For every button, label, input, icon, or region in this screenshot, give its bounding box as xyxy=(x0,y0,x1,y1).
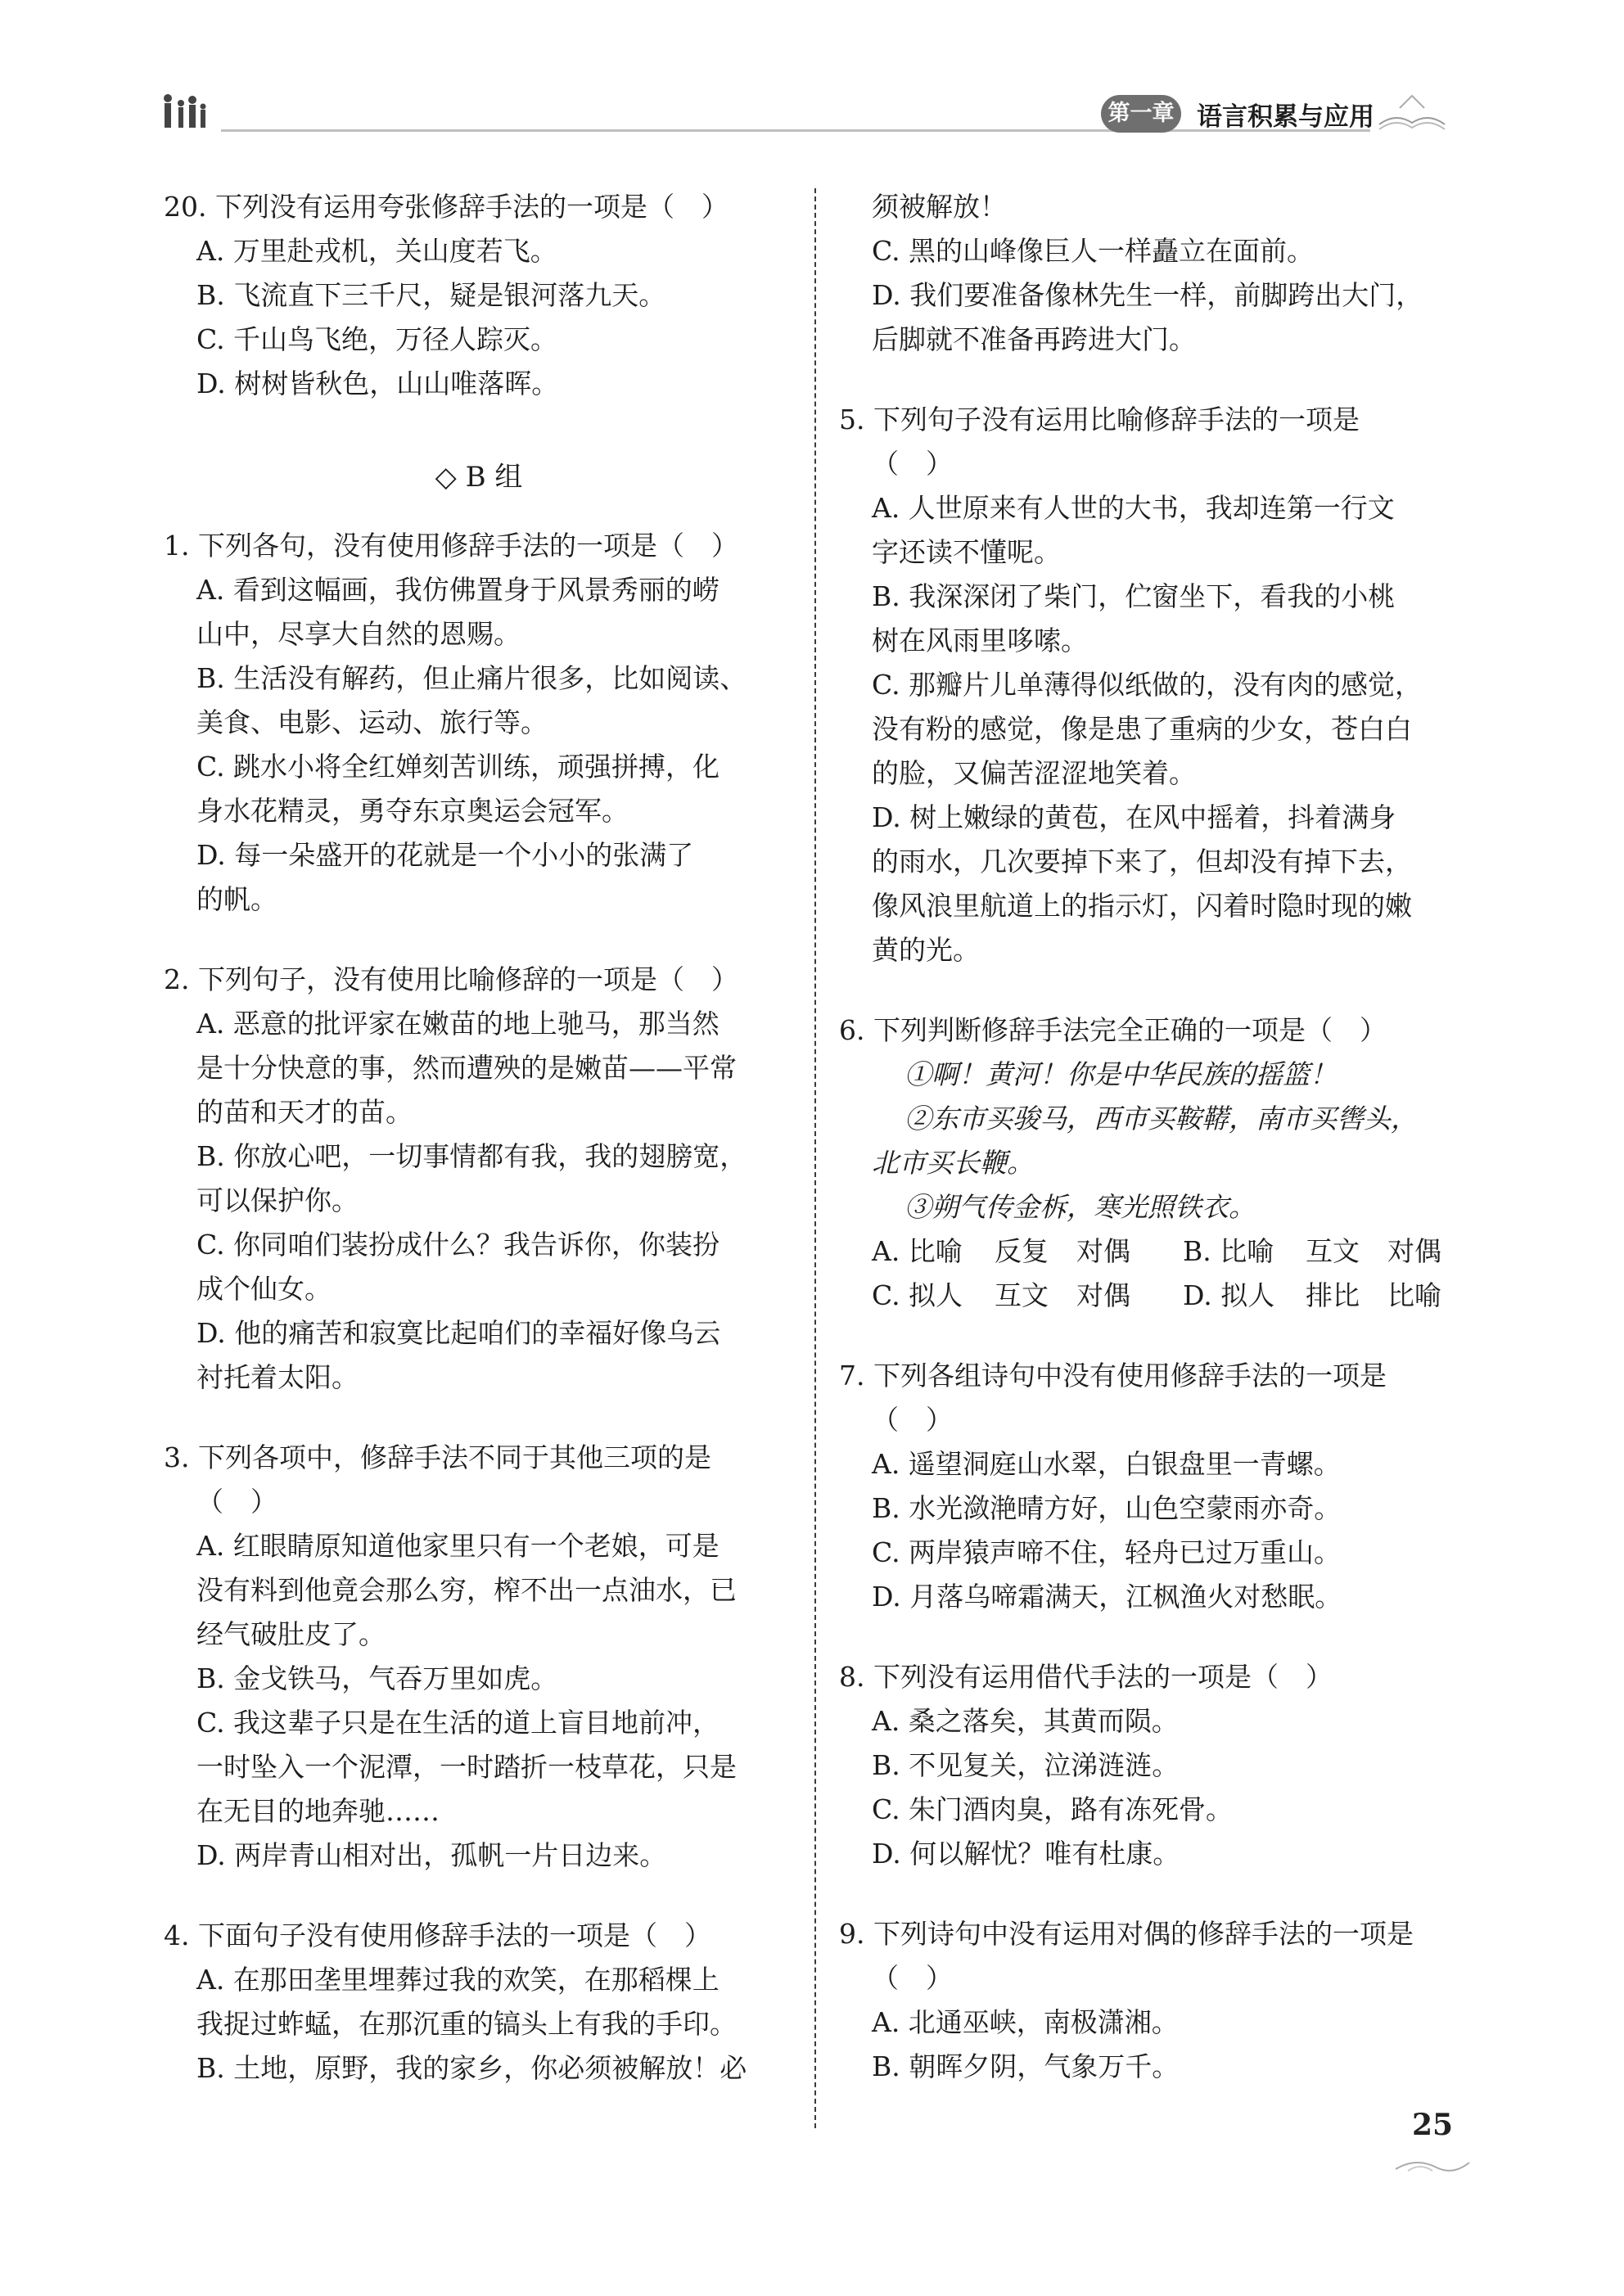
option-b: B. 朝晖夕阴，气象万千。 xyxy=(872,2050,1180,2082)
page-header xyxy=(0,0,1624,164)
option-a-1: A. 比喻 xyxy=(872,1235,963,1267)
option-line: D. 树上嫩绿的黄苞，在风中摇着，抖着满身 xyxy=(872,801,1396,833)
option-line: C. 跳水小将全红婵刻苦训练，顽强拼搏，化 xyxy=(196,751,720,783)
option-b-1: B. 比喻 xyxy=(1183,1235,1274,1267)
option-line: 树在风雨里哆嗦。 xyxy=(872,625,1088,656)
option-line: B. 土地，原野，我的家乡，你必须被解放！必 xyxy=(196,2052,747,2084)
question-b9 xyxy=(839,1912,1473,2089)
option-line: 字还读不懂呢。 xyxy=(872,536,1061,568)
right-column xyxy=(839,185,1473,2125)
option-line: 衬托着太阳。 xyxy=(196,1361,359,1393)
option-line: 像风浪里航道上的指示灯，闪着时隐时现的嫩 xyxy=(872,890,1412,922)
option-a: A. 万里赴戎机，关山度若飞。 xyxy=(196,235,557,267)
option-c: C. 千山鸟飞绝，万径人踪灭。 xyxy=(196,323,558,355)
option-c-3: 对偶 xyxy=(1076,1279,1130,1311)
question-b7 xyxy=(839,1354,1473,1619)
option-row-cd xyxy=(839,1274,1473,1318)
option-line: D. 每一朵盛开的花就是一个小小的张满了 xyxy=(196,839,694,871)
question-stem: 6. 下列判断修辞手法完全正确的一项是（ ） xyxy=(839,1014,1387,1046)
option-line: C. 那瓣片儿单薄得似纸做的，没有肉的感觉， xyxy=(872,669,1423,701)
option-line: A. 看到这幅画，我仿佛置身于风景秀丽的崂 xyxy=(196,574,720,606)
question-b4-continued xyxy=(839,185,1473,362)
sentence-2: ②东市买骏马，西市买鞍鞯，南市买辔头， xyxy=(904,1103,1418,1134)
option-c: C. 两岸猿声啼不住，轻舟已过万重山。 xyxy=(872,1536,1342,1568)
option-line: 山中，尽享大自然的恩赐。 xyxy=(196,618,521,650)
option-b-2: 互文 xyxy=(1306,1235,1360,1267)
question-stem: 7. 下列各组诗句中没有使用修辞手法的一项是 xyxy=(839,1360,1387,1392)
option-d-2: 排比 xyxy=(1306,1279,1360,1311)
question-stem: 1. 下列各句，没有使用修辞手法的一项是（ ） xyxy=(164,530,738,562)
option-line: 的脸，又偏苦涩涩地笑着。 xyxy=(872,757,1196,789)
option-b: B. 水光潋滟晴方好，山色空蒙雨亦奇。 xyxy=(872,1492,1342,1524)
question-20 xyxy=(164,185,794,406)
option-a: A. 北通巫峡，南极潇湘。 xyxy=(872,2006,1179,2038)
option-line: 美食、电影、运动、旅行等。 xyxy=(196,706,548,738)
option-line: D. 他的痛苦和寂寞比起咱们的幸福好像乌云 xyxy=(196,1317,721,1349)
left-column xyxy=(164,185,794,2127)
question-stem: 5. 下列句子没有运用比喻修辞手法的一项是 xyxy=(839,404,1360,435)
family-silhouette-icon xyxy=(160,92,209,133)
option-line: 经气破肚皮了。 xyxy=(196,1618,386,1650)
question-stem: 8. 下列没有运用借代手法的一项是（ ） xyxy=(839,1661,1333,1693)
option-line: 的雨水，几次要掉下来了，但却没有掉下去， xyxy=(872,846,1412,877)
option-d-1: D. 拟人 xyxy=(1183,1279,1275,1311)
option-line: 须被解放！ xyxy=(872,191,1007,223)
option-line: D. 我们要准备像林先生一样，前脚跨出大门， xyxy=(872,279,1423,311)
answer-paren: （ ） xyxy=(196,1486,277,1518)
answer-paren: （ ） xyxy=(872,1962,953,1994)
question-stem: 3. 下列各项中，修辞手法不同于其他三项的是 xyxy=(164,1441,711,1473)
option-line: 是十分快意的事，然而遭殃的是嫩苗——平常 xyxy=(196,1052,737,1084)
option-c: C. 朱门酒肉臭，路有冻死骨。 xyxy=(872,1793,1234,1825)
option-line: 的帆。 xyxy=(196,883,277,915)
option-line: B. 生活没有解药，但止痛片很多，比如阅读、 xyxy=(196,662,747,694)
option-line: 在无目的地奔驰…… xyxy=(196,1795,440,1827)
option-row-ab xyxy=(839,1229,1473,1274)
option-a-2: 反复 xyxy=(995,1235,1049,1267)
open-book-icon xyxy=(1375,92,1449,133)
option-d: D. 树树皆秋色，山山唯落晖。 xyxy=(196,368,559,399)
option-line: 的苗和天才的苗。 xyxy=(196,1096,413,1128)
option-c-1: C. 拟人 xyxy=(872,1279,963,1311)
option-line: C. 我这辈子只是在生活的道上盲目地前冲， xyxy=(196,1707,720,1739)
option-c-2: 互文 xyxy=(995,1279,1049,1311)
option-line: 身水花精灵，勇夺东京奥运会冠军。 xyxy=(196,795,629,827)
question-stem: 4. 下面句子没有使用修辞手法的一项是（ ） xyxy=(164,1919,711,1951)
option-line: 后脚就不准备再跨进大门。 xyxy=(872,323,1196,355)
page-number: 25 xyxy=(1412,2108,1454,2142)
question-stem: 20. 下列没有运用夸张修辞手法的一项是（ ） xyxy=(164,191,729,223)
question-stem: 2. 下列句子，没有使用比喻修辞的一项是（ ） xyxy=(164,963,738,995)
option-line: A. 恶意的批评家在嫩苗的地上驰马，那当然 xyxy=(196,1008,720,1040)
option-b-3: 对偶 xyxy=(1387,1235,1441,1267)
question-stem: 9. 下列诗句中没有运用对偶的修辞手法的一项是 xyxy=(839,1918,1414,1950)
option-line: 一时坠入一个泥潭，一时踏折一枝草花，只是 xyxy=(196,1751,737,1783)
chapter-title: 语言积累与应用 xyxy=(1197,102,1374,132)
option-a: A. 桑之落矣，其黄而陨。 xyxy=(872,1705,1179,1737)
answer-paren: （ ） xyxy=(872,1404,953,1436)
option-d: D. 何以解忧？唯有杜康。 xyxy=(872,1838,1180,1870)
question-b8 xyxy=(839,1655,1473,1876)
question-b6 xyxy=(839,1008,1473,1318)
option-line: 黄的光。 xyxy=(872,934,980,966)
sentence-3: ③朔气传金柝，寒光照铁衣。 xyxy=(904,1191,1256,1223)
question-b5 xyxy=(839,398,1473,972)
option-d: D. 月落乌啼霜满天，江枫渔火对愁眠。 xyxy=(872,1581,1342,1613)
option-line: A. 在那田垄里埋葬过我的欢笑，在那稻棵上 xyxy=(196,1964,720,1996)
group-b-title: ◇ B 组 xyxy=(435,461,523,494)
question-b1 xyxy=(164,524,794,922)
option-d-3: 比喻 xyxy=(1387,1279,1441,1311)
option-a: A. 遥望洞庭山水翠，白银盘里一青螺。 xyxy=(872,1448,1341,1480)
option-line: 成个仙女。 xyxy=(196,1273,332,1305)
question-b3 xyxy=(164,1436,794,1878)
question-b2 xyxy=(164,958,794,1400)
sentence-2-cont: 北市买长鞭。 xyxy=(872,1147,1034,1179)
option-line: C. 黑的山峰像巨人一样矗立在面前。 xyxy=(872,235,1315,267)
option-b: B. 不见复关，泣涕涟涟。 xyxy=(872,1749,1180,1781)
answer-paren: （ ） xyxy=(872,448,953,480)
option-line: 没有料到他竟会那么穷，榨不出一点油水，已 xyxy=(196,1574,737,1606)
sentence-1: ①啊！黄河！你是中华民族的摇篮！ xyxy=(904,1058,1337,1090)
option-line: A. 人世原来有人世的大书，我却连第一行文 xyxy=(872,492,1395,524)
option-line: D. 两岸青山相对出，孤帆一片日边来。 xyxy=(196,1839,667,1871)
question-b4 xyxy=(164,1914,794,2091)
leaf-ornament-icon xyxy=(1392,2153,1473,2177)
option-line: B. 我深深闭了柴门，伫窗坐下，看我的小桃 xyxy=(872,580,1396,612)
chapter-badge: 第一章 xyxy=(1101,95,1181,133)
option-a-3: 对偶 xyxy=(1076,1235,1130,1267)
column-divider xyxy=(814,188,816,2128)
option-line: A. 红眼睛原知道他家里只有一个老娘，可是 xyxy=(196,1530,720,1562)
option-line: 可以保护你。 xyxy=(196,1184,359,1216)
option-line: B. 你放心吧，一切事情都有我，我的翅膀宽， xyxy=(196,1140,747,1172)
option-line: 没有粉的感觉，像是患了重病的少女，苍白白 xyxy=(872,713,1412,745)
option-line: C. 你同咱们装扮成什么？我告诉你，你装扮 xyxy=(196,1229,720,1261)
option-b: B. 飞流直下三千尺，疑是银河落九天。 xyxy=(196,279,666,311)
option-line: 我捉过蚱蜢，在那沉重的镐头上有我的手印。 xyxy=(196,2008,737,2040)
option-line: B. 金戈铁马，气吞万里如虎。 xyxy=(196,1662,558,1694)
